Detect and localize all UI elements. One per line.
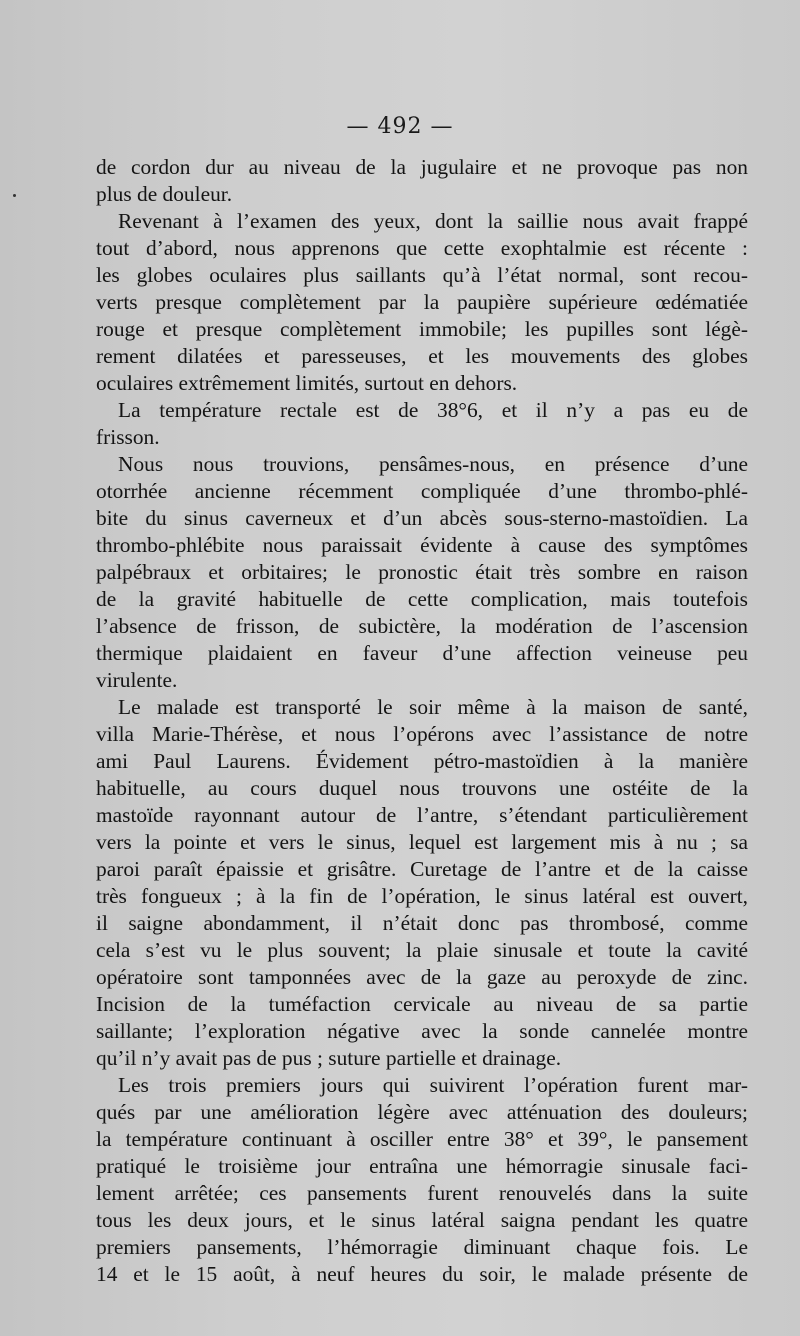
text-line: otorrhée ancienne récemment compliquée d’une thrombo-phlé- — [96, 479, 748, 503]
text-line: les globes oculaires plus saillants qu’à l’état normal, sont recou- — [96, 263, 748, 287]
text-line: rement dilatées et paresseuses, et les mouvements des globes — [96, 344, 748, 368]
text-line: opératoire sont tamponnées avec de la gaze au peroxyde de zinc. — [96, 965, 748, 989]
text-line: qués par une amélioration légère avec atténuation des douleurs; — [96, 1100, 748, 1124]
text-line: 14 et le 15 août, à neuf heures du soir, le malade présente de — [96, 1262, 748, 1286]
text-line: Les trois premiers jours qui suivirent l’opération furent mar- — [118, 1073, 748, 1097]
text-line: tous les deux jours, et le sinus latéral saigna pendant les quatre — [96, 1208, 748, 1232]
text-line: l’absence de frisson, de subictère, la modération de l’ascension — [96, 614, 748, 638]
text-line: frisson. — [96, 425, 160, 449]
text-line: oculaires extrêmement limités, surtout en dehors. — [96, 371, 518, 395]
text-line: ami Paul Laurens. Évidement pétro-mastoïdien à la manière — [96, 749, 748, 773]
text-line: Nous nous trouvions, pensâmes-nous, en présence d’une — [118, 452, 748, 476]
body-text — [96, 154, 748, 1288]
paper-speck — [13, 194, 16, 197]
text-line: pratiqué le troisième jour entraîna une hémorragie sinusale faci- — [96, 1154, 748, 1178]
text-line: lement arrêtée; ces pansements furent renouvelés dans la suite — [96, 1181, 748, 1205]
text-line: habituelle, au cours duquel nous trouvons une ostéite de la — [96, 776, 748, 800]
text-line: de la gravité habituelle de cette complication, mais toutefois — [96, 587, 748, 611]
text-line: Le malade est transporté le soir même à la maison de santé, — [118, 695, 748, 719]
text-line: virulente. — [96, 668, 178, 692]
text-line: vers la pointe et vers le sinus, lequel est largement mis à nu ; sa — [96, 830, 748, 854]
text-line: palpébraux et orbitaires; le pronostic était très sombre en raison — [96, 560, 748, 584]
text-line: thrombo-phlébite nous paraissait évidente à cause des symptômes — [96, 533, 748, 557]
text-line: villa Marie-Thérèse, et nous l’opérons avec l’assistance de notre — [96, 722, 748, 746]
text-line: qu’il n’y avait pas de pus ; suture partielle et drainage. — [96, 1046, 562, 1070]
text-line: plus de douleur. — [96, 182, 233, 206]
text-line: rouge et presque complètement immobile; les pupilles sont légè- — [96, 317, 748, 341]
text-line: tout d’abord, nous apprenons que cette exophtalmie est récente : — [96, 236, 748, 260]
text-line: La température rectale est de 38°6, et il n’y a pas eu de — [118, 398, 748, 422]
text-line: verts presque complètement par la paupière supérieure œdématiée — [96, 290, 748, 314]
text-line: il saigne abondamment, il n’était donc pas thrombosé, comme — [96, 911, 748, 935]
text-line: la température continuant à osciller entre 38° et 39°, le pansement — [96, 1127, 748, 1151]
text-line: paroi paraît épaissie et grisâtre. Curetage de l’antre et de la caisse — [96, 857, 748, 881]
text-line: cela s’est vu le plus souvent; la plaie sinusale et toute la cavité — [96, 938, 748, 962]
text-line: Incision de la tuméfaction cervicale au niveau de sa partie — [96, 992, 748, 1016]
page-number: — 492 — — [346, 114, 454, 139]
text-line: saillante; l’exploration négative avec la sonde cannelée montre — [96, 1019, 748, 1043]
text-line: premiers pansements, l’hémorragie diminuant chaque fois. Le — [96, 1235, 748, 1259]
text-line: mastoïde rayonnant autour de l’antre, s’étendant particulièrement — [96, 803, 748, 827]
text-line: Revenant à l’examen des yeux, dont la saillie nous avait frappé — [118, 209, 748, 233]
text-line: bite du sinus caverneux et d’un abcès sous-sterno-mastoïdien. La — [96, 506, 748, 530]
text-line: très fongueux ; à la fin de l’opération, le sinus latéral est ouvert, — [96, 884, 748, 908]
text-line: thermique plaidaient en faveur d’une affection veineuse peu — [96, 641, 748, 665]
text-line: de cordon dur au niveau de la jugulaire et ne provoque pas non — [96, 155, 748, 179]
